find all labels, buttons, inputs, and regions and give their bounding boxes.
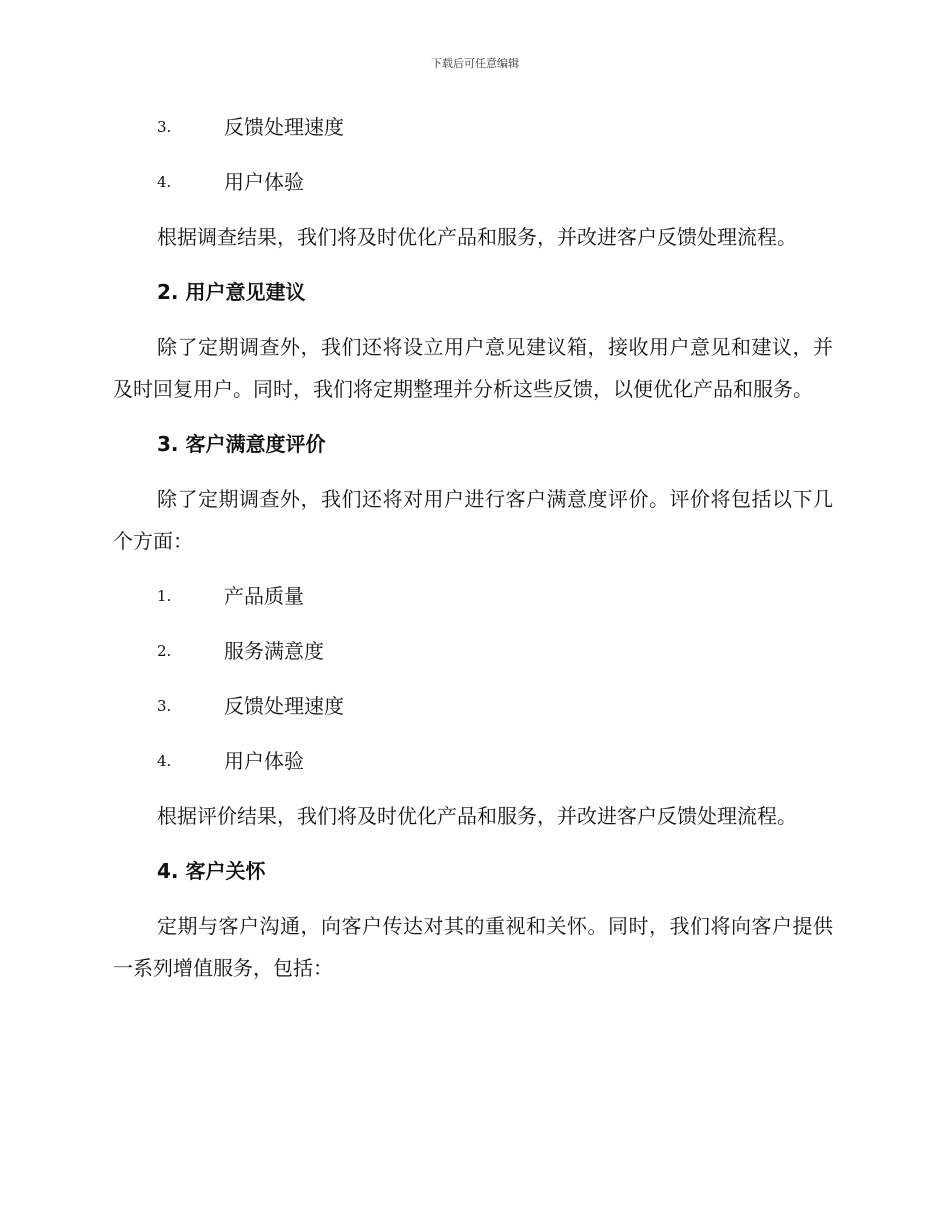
list-text: 反馈处理速度 xyxy=(224,115,344,139)
list-text: 用户体验 xyxy=(224,170,304,194)
paragraph-evaluation-result: 根据评价结果，我们将及时优化产品和服务，并改进客户反馈处理流程。 xyxy=(157,804,797,828)
list-item xyxy=(113,575,833,617)
list-text: 服务满意度 xyxy=(224,639,324,663)
paragraph-customer-care: 定期与客户沟通，向客户传达对其的重视和关怀。同时，我们将向客户提供一系列增值服务，包括： xyxy=(113,914,833,980)
list-text: 用户体验 xyxy=(224,749,304,773)
section-heading-customer-care: 4. 客户关怀 xyxy=(157,859,266,883)
list-item xyxy=(113,740,833,782)
page-header: 下载后可任意编辑 xyxy=(431,57,519,70)
paragraph-survey-result: 根据调查结果，我们将及时优化产品和服务，并改进客户反馈处理流程。 xyxy=(157,225,797,249)
list-number: 4. xyxy=(157,752,172,770)
document-body xyxy=(113,106,833,1002)
section-heading-satisfaction: 3. 客户满意度评价 xyxy=(157,432,326,456)
list-text: 反馈处理速度 xyxy=(224,694,344,718)
list-number: 3. xyxy=(157,697,172,715)
section-heading-user-suggestions: 2. 用户意见建议 xyxy=(157,280,306,304)
list-number: 3. xyxy=(157,118,172,136)
list-item xyxy=(113,161,833,203)
list-number: 2. xyxy=(157,642,172,660)
list-item xyxy=(113,630,833,672)
paragraph-satisfaction: 除了定期调查外，我们还将对用户进行客户满意度评价。评价将包括以下几个方面： xyxy=(113,487,833,553)
list-text: 产品质量 xyxy=(224,584,304,608)
list-item xyxy=(113,685,833,727)
paragraph-suggestions: 除了定期调查外，我们还将设立用户意见建议箱，接收用户意见和建议，并及时回复用户。同时，我们将定期整理并分析这些反馈，以便优化产品和服务。 xyxy=(113,335,833,401)
list-number: 1. xyxy=(157,587,172,605)
list-number: 4. xyxy=(157,173,172,191)
list-item xyxy=(113,106,833,148)
